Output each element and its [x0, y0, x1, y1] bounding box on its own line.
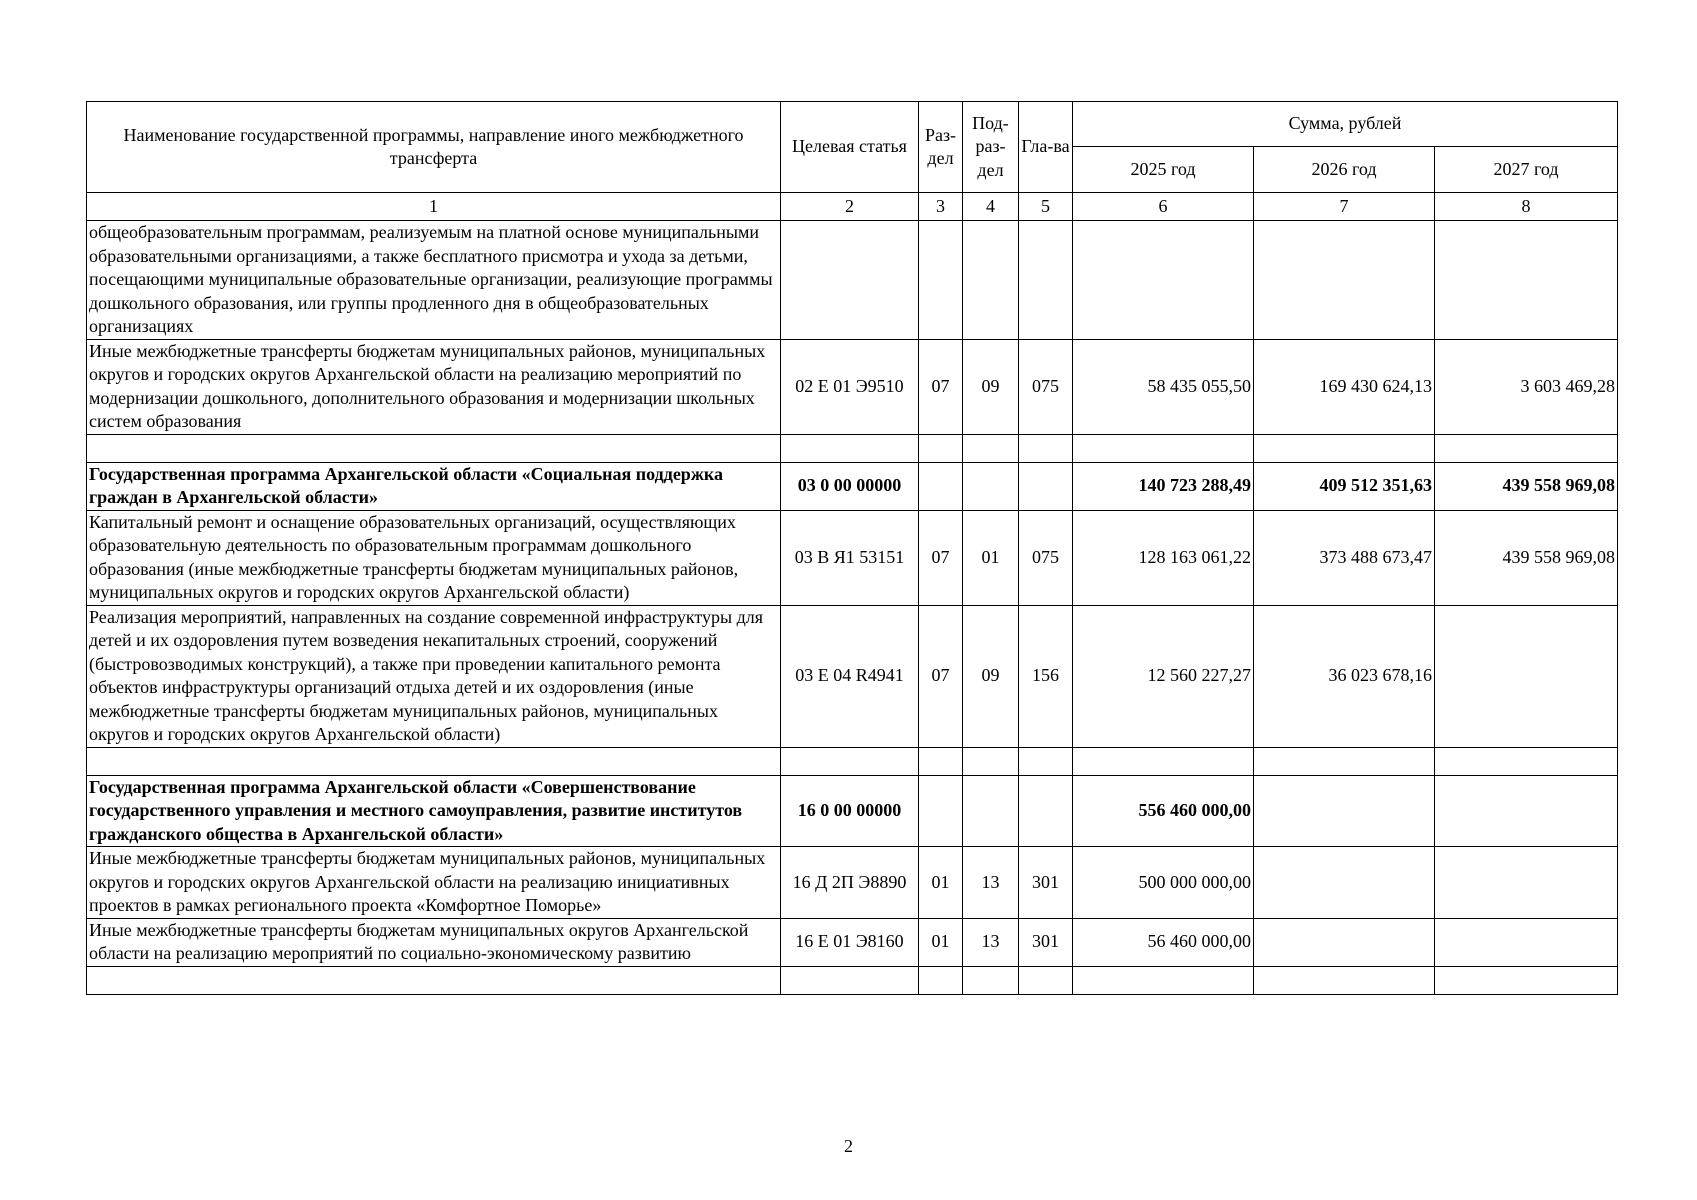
row-target: 02 Е 01 Э9510 [781, 339, 919, 434]
row-sum-2025: 12 560 227,27 [1073, 605, 1254, 747]
page-number: 2 [844, 1136, 853, 1156]
header-year-2027: 2027 год [1435, 147, 1618, 193]
row-section [919, 775, 963, 847]
col-number: 8 [1435, 193, 1618, 221]
row-sum-2027 [1435, 605, 1618, 747]
empty-row [87, 434, 1618, 462]
col-number: 2 [781, 193, 919, 221]
row-sum-2027 [1435, 918, 1618, 966]
row-section: 01 [919, 918, 963, 966]
row-chapter [1019, 221, 1073, 340]
row-section: 07 [919, 605, 963, 747]
row-chapter: 075 [1019, 339, 1073, 434]
col-number: 1 [87, 193, 781, 221]
header-year-2026: 2026 год [1254, 147, 1435, 193]
row-target: 03 Е 04 R4941 [781, 605, 919, 747]
row-section [919, 221, 963, 340]
row-sum-2025: 56 460 000,00 [1073, 918, 1254, 966]
header-target: Целевая статья [781, 102, 919, 193]
row-name: Реализация мероприятий, направленных на создание современной инфраструктуры для детей и их оздоровления путем возведения некапитальных строений, сооружений (быстровозводимых конструкций), а также при проведении капитального ремонта объектов инфраструктуры организаций отдыха детей и их оздоровления (иные межбюджетные трансферты бюджетам муниципальных районов, муниципальных округов и городских округов Архангельской области) [87, 605, 781, 747]
header-year-2025: 2025 год [1073, 147, 1254, 193]
row-name: общеобразовательным программам, реализуемым на платной основе муниципальными образовательными организациями, а также бесплатного присмотра и ухода за детьми, посещающими муниципальные образовательные организации, реализующие программы дошкольного образования, или группы продленного дня в общеобразовательных организациях [87, 221, 781, 340]
row-section: 07 [919, 339, 963, 434]
program-row [87, 775, 1618, 847]
row-name: Иные межбюджетные трансферты бюджетам муниципальных округов Архангельской области на реализацию мероприятий по социально-экономическому развитию [87, 918, 781, 966]
row-sum-2025: 140 723 288,49 [1073, 462, 1254, 510]
empty-row [87, 966, 1618, 994]
row-sum-2027: 439 558 969,08 [1435, 462, 1618, 510]
header-subsection: Под-раз-дел [963, 102, 1019, 193]
table-row [87, 847, 1618, 919]
row-sum-2027: 3 603 469,28 [1435, 339, 1618, 434]
row-name: Иные межбюджетные трансферты бюджетам муниципальных районов, муниципальных округов и городских округов Архангельской области на реализацию мероприятий по модернизации дошкольного, дополнительного образования и модернизации школьных систем образования [87, 339, 781, 434]
row-target: 03 0 00 00000 [781, 462, 919, 510]
header-chapter: Гла-ва [1019, 102, 1073, 193]
row-sum-2026: 169 430 624,13 [1254, 339, 1435, 434]
row-section: 01 [919, 847, 963, 919]
row-sum-2026: 373 488 673,47 [1254, 510, 1435, 605]
header-name: Наименование государственной программы, направление иного межбюджетного трансферта [87, 102, 781, 193]
row-subsection: 09 [963, 339, 1019, 434]
row-section: 07 [919, 510, 963, 605]
row-target: 16 Д 2П Э8890 [781, 847, 919, 919]
row-sum-2026: 36 023 678,16 [1254, 605, 1435, 747]
row-sum-2025: 128 163 061,22 [1073, 510, 1254, 605]
row-subsection: 01 [963, 510, 1019, 605]
row-sum-2026 [1254, 775, 1435, 847]
row-section [919, 462, 963, 510]
col-number: 5 [1019, 193, 1073, 221]
row-target: 16 Е 01 Э8160 [781, 918, 919, 966]
row-name: Государственная программа Архангельской области «Совершенствование государственного управления и местного самоуправления, развитие институтов гражданского общества в Архангельской области» [87, 775, 781, 847]
col-number: 6 [1073, 193, 1254, 221]
row-chapter: 301 [1019, 918, 1073, 966]
budget-table [86, 101, 1618, 995]
header-section: Раз-дел [919, 102, 963, 193]
row-subsection [963, 775, 1019, 847]
row-subsection: 13 [963, 847, 1019, 919]
empty-row [87, 747, 1618, 775]
table-row [87, 339, 1618, 434]
row-chapter [1019, 462, 1073, 510]
row-sum-2027 [1435, 847, 1618, 919]
row-sum-2027: 439 558 969,08 [1435, 510, 1618, 605]
table-row [87, 918, 1618, 966]
row-chapter: 075 [1019, 510, 1073, 605]
row-sum-2025 [1073, 221, 1254, 340]
program-row [87, 462, 1618, 510]
row-target: 16 0 00 00000 [781, 775, 919, 847]
row-sum-2026 [1254, 221, 1435, 340]
row-sum-2027 [1435, 221, 1618, 340]
row-name: Иные межбюджетные трансферты бюджетам муниципальных районов, муниципальных округов и городских округов Архангельской области на реализацию инициативных проектов в рамках регионального проекта «Комфортное Поморье» [87, 847, 781, 919]
row-sum-2025: 500 000 000,00 [1073, 847, 1254, 919]
row-sum-2025: 556 460 000,00 [1073, 775, 1254, 847]
row-subsection [963, 462, 1019, 510]
row-target: 03 В Я1 53151 [781, 510, 919, 605]
col-number: 3 [919, 193, 963, 221]
column-number-row [87, 193, 1618, 221]
col-number: 7 [1254, 193, 1435, 221]
table-row [87, 221, 1618, 340]
table-row [87, 605, 1618, 747]
row-chapter: 301 [1019, 847, 1073, 919]
row-sum-2026 [1254, 847, 1435, 919]
row-chapter: 156 [1019, 605, 1073, 747]
header-sum: Сумма, рублей [1073, 102, 1618, 147]
row-sum-2025: 58 435 055,50 [1073, 339, 1254, 434]
row-sum-2027 [1435, 775, 1618, 847]
table-row [87, 510, 1618, 605]
row-target [781, 221, 919, 340]
row-chapter [1019, 775, 1073, 847]
row-sum-2026 [1254, 918, 1435, 966]
row-subsection [963, 221, 1019, 340]
col-number: 4 [963, 193, 1019, 221]
row-name: Капитальный ремонт и оснащение образовательных организаций, осуществляющих образовательную деятельность по образовательным программам дошкольного образования (иные межбюджетные трансферты бюджетам муниципальных районов, муниципальных округов и городских округов Архангельской области) [87, 510, 781, 605]
row-sum-2026: 409 512 351,63 [1254, 462, 1435, 510]
row-name: Государственная программа Архангельской области «Социальная поддержка граждан в Архангельской области» [87, 462, 781, 510]
row-subsection: 13 [963, 918, 1019, 966]
row-subsection: 09 [963, 605, 1019, 747]
